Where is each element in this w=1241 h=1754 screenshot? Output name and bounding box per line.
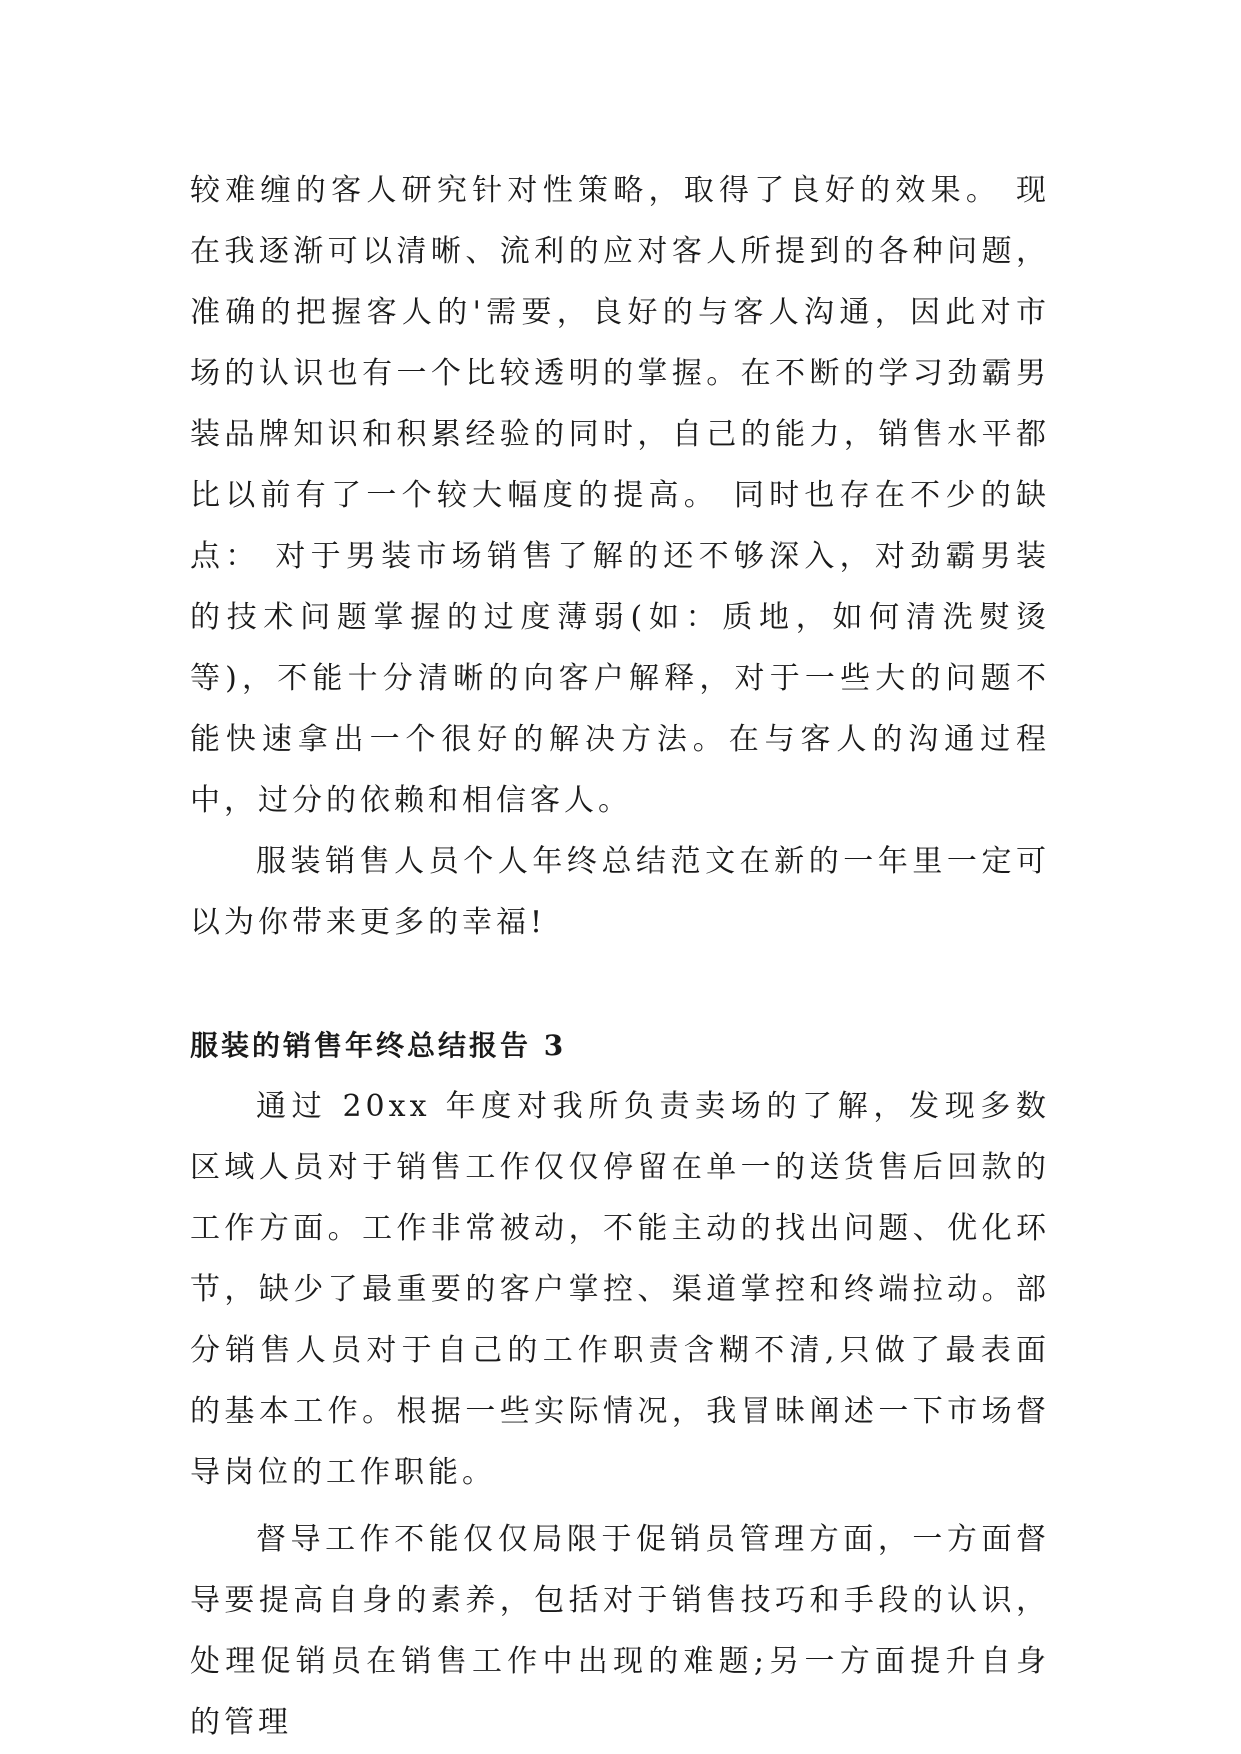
section-heading: 服装的销售年终总结报告 3 (190, 1029, 567, 1062)
paragraph-closing-wish: 服装销售人员个人年终总结范文在新的一年里一定可以为你带来更多的幸福! (190, 844, 1050, 940)
paragraph-section-intro: 通过 20xx 年度对我所负责卖场的了解，发现多数区域人员对于销售工作仅仅停留在单一的送货售后回款的工作方面。工作非常被动，不能主动的找出问题、优化环节，缺少了最重要的客户掌控、渠道掌控和终端拉动。部分销售人员对于自己的工作职责含糊不清,只做了最表面的基本工作。根据一些实际情况，我冒昧阐述一下市场督导岗位的工作职能。 (190, 1089, 1050, 1490)
document-body (190, 160, 1050, 1753)
paragraph-continued: 较难缠的客人研究针对性策略，取得了良好的效果。 现在我逐渐可以清晰、流利的应对客人所提到的各种问题，准确的把握客人的'需要，良好的与客人沟通，因此对市场的认识也有一个比较透明的掌握。在不断的学习劲霸男装品牌知识和积累经验的同时，自己的能力，销售水平都比以前有了一个较大幅度的提高。 同时也存在不少的缺点： 对于男装市场销售了解的还不够深入，对劲霸男装的技术问题掌握的过度薄弱(如：质地，如何清洗熨烫等)，不能十分清晰的向客户解释，对于一些大的问题不能快速拿出一个很好的解决方法。在与客人的沟通过程中，过分的依赖和相信客人。 (190, 173, 1050, 818)
paragraph-supervision: 督导工作不能仅仅局限于促销员管理方面，一方面督导要提高自身的素养，包括对于销售技巧和手段的认识，处理促销员在销售工作中出现的难题;另一方面提升自身的管理 (190, 1522, 1050, 1740)
